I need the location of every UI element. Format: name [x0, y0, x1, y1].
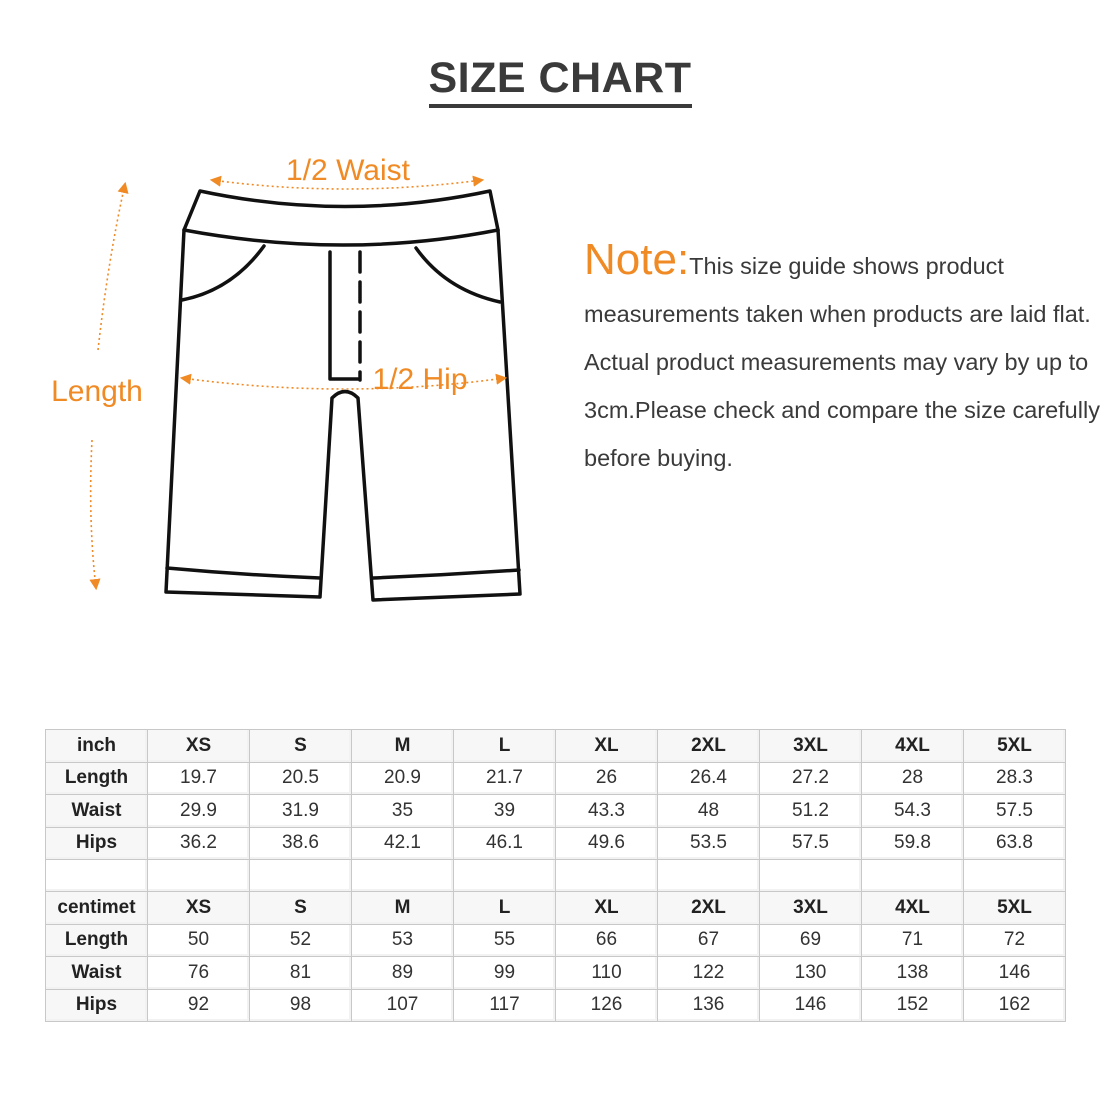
table-cell: 31.9 — [250, 795, 352, 828]
table-cell: 146 — [964, 957, 1066, 990]
table-cell: 55 — [454, 924, 556, 957]
size-cell: S — [250, 892, 352, 925]
table-cell: 67 — [658, 924, 760, 957]
table-cell: 76 — [148, 957, 250, 990]
table-cell: 72 — [964, 924, 1066, 957]
table-cell: 49.6 — [556, 827, 658, 860]
table-row — [46, 827, 1066, 860]
unit-cell-inch: inch — [46, 730, 148, 763]
size-cell: 5XL — [964, 892, 1066, 925]
size-cell: XS — [148, 730, 250, 763]
size-cell: 2XL — [658, 892, 760, 925]
right-hem — [373, 570, 519, 578]
row-label: Hips — [46, 989, 148, 1022]
table-cell: 52 — [250, 924, 352, 957]
table-cell: 53 — [352, 924, 454, 957]
table-row — [46, 924, 1066, 957]
table-cell: 50 — [148, 924, 250, 957]
hip-label: 1/2 Hip — [372, 363, 468, 396]
row-label: Length — [46, 762, 148, 795]
size-cell: M — [352, 730, 454, 763]
table-cell: 42.1 — [352, 827, 454, 860]
table-cell: 71 — [862, 924, 964, 957]
table-spacer-row — [46, 860, 1066, 892]
size-cell: XS — [148, 892, 250, 925]
table-cell: 57.5 — [964, 795, 1066, 828]
table-cell: 63.8 — [964, 827, 1066, 860]
table-cell: 126 — [556, 989, 658, 1022]
table-row — [46, 795, 1066, 828]
size-cell: 5XL — [964, 730, 1066, 763]
table-cell: 20.5 — [250, 762, 352, 795]
table-cell: 146 — [760, 989, 862, 1022]
table-cell: 66 — [556, 924, 658, 957]
fly-seam — [330, 252, 358, 379]
table-cell: 29.9 — [148, 795, 250, 828]
table-cell: 53.5 — [658, 827, 760, 860]
waist-label: 1/2 Waist — [286, 154, 410, 187]
table-cell: 152 — [862, 989, 964, 1022]
table-cell: 21.7 — [454, 762, 556, 795]
size-cell: L — [454, 730, 556, 763]
empty-cell — [352, 860, 454, 892]
table-cell: 130 — [760, 957, 862, 990]
table-cell: 38.6 — [250, 827, 352, 860]
table-cell: 36.2 — [148, 827, 250, 860]
note-block — [584, 236, 1104, 482]
table-cell: 28.3 — [964, 762, 1066, 795]
table-cell: 20.9 — [352, 762, 454, 795]
table-cell: 59.8 — [862, 827, 964, 860]
table-cell: 51.2 — [760, 795, 862, 828]
table-cell: 27.2 — [760, 762, 862, 795]
size-cell: 4XL — [862, 730, 964, 763]
waistband — [184, 191, 498, 245]
table-row — [46, 957, 1066, 990]
row-label: Hips — [46, 827, 148, 860]
length-arrow-top — [98, 184, 125, 350]
table-cell: 81 — [250, 957, 352, 990]
table-cell: 48 — [658, 795, 760, 828]
table-cell: 107 — [352, 989, 454, 1022]
table-cell: 19.7 — [148, 762, 250, 795]
table-cell: 110 — [556, 957, 658, 990]
page-title-text: SIZE CHART — [429, 54, 692, 108]
table-cell: 92 — [148, 989, 250, 1022]
size-table — [45, 729, 1066, 1022]
table-cell: 54.3 — [862, 795, 964, 828]
table-cell: 117 — [454, 989, 556, 1022]
table-cell: 99 — [454, 957, 556, 990]
table-cell: 26 — [556, 762, 658, 795]
empty-cell — [454, 860, 556, 892]
table-cell: 138 — [862, 957, 964, 990]
empty-cell — [658, 860, 760, 892]
table-cell: 98 — [250, 989, 352, 1022]
empty-cell — [964, 860, 1066, 892]
row-label: Waist — [46, 957, 148, 990]
table-cell: 46.1 — [454, 827, 556, 860]
row-label: Waist — [46, 795, 148, 828]
right-pocket — [416, 248, 500, 302]
table-row — [46, 762, 1066, 795]
length-arrow-bottom — [91, 440, 96, 588]
unit-cell-cm: centimet — [46, 892, 148, 925]
empty-cell — [148, 860, 250, 892]
size-cell: XL — [556, 892, 658, 925]
table-cell: 136 — [658, 989, 760, 1022]
size-cell: 3XL — [760, 730, 862, 763]
table-cell: 89 — [352, 957, 454, 990]
table-cell: 122 — [658, 957, 760, 990]
size-cell: 2XL — [658, 730, 760, 763]
inch-header-row — [46, 730, 1066, 763]
table-cell: 69 — [760, 924, 862, 957]
table-cell: 35 — [352, 795, 454, 828]
note-heading: Note: — [584, 235, 690, 284]
size-cell: 3XL — [760, 892, 862, 925]
size-cell: XL — [556, 730, 658, 763]
table-cell: 57.5 — [760, 827, 862, 860]
size-cell: S — [250, 730, 352, 763]
table-cell: 43.3 — [556, 795, 658, 828]
row-label: Length — [46, 924, 148, 957]
empty-cell — [556, 860, 658, 892]
cm-header-row — [46, 892, 1066, 925]
left-hem — [167, 568, 320, 578]
table-cell: 162 — [964, 989, 1066, 1022]
length-label: Length — [51, 375, 143, 408]
left-pocket — [182, 246, 264, 300]
table-cell: 26.4 — [658, 762, 760, 795]
table-cell: 28 — [862, 762, 964, 795]
note-text: This size guide shows product measurements taken when products are laid flat. Actual product measurements may vary by up to 3cm.Please check and compare the size carefully before buying. — [584, 253, 1100, 471]
size-cell: M — [352, 892, 454, 925]
empty-cell — [760, 860, 862, 892]
size-cell: L — [454, 892, 556, 925]
empty-cell — [46, 860, 148, 892]
table-cell: 39 — [454, 795, 556, 828]
empty-cell — [862, 860, 964, 892]
size-cell: 4XL — [862, 892, 964, 925]
table-row — [46, 989, 1066, 1022]
empty-cell — [250, 860, 352, 892]
